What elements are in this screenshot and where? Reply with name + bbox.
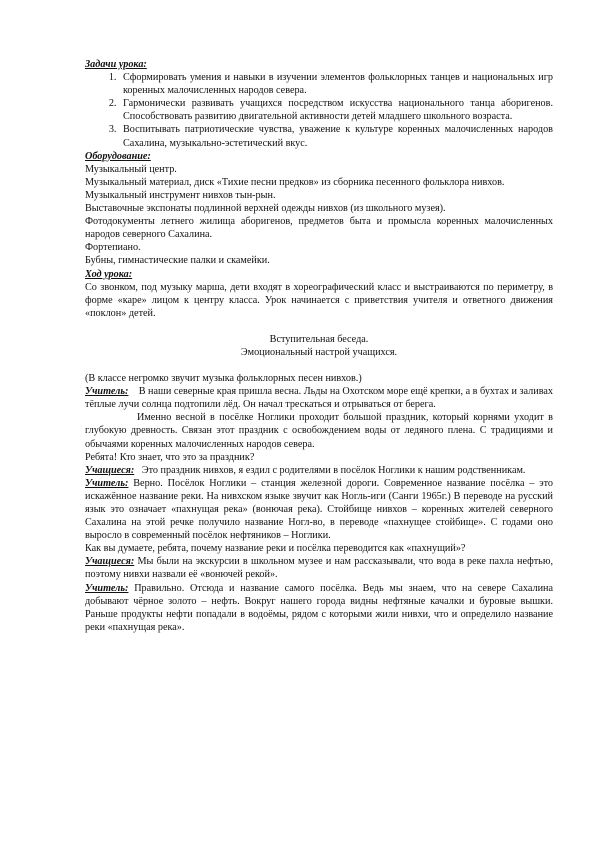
teacher-label: Учитель: [85, 477, 129, 489]
section-title-mood: Эмоциональный настрой учащихся. [240, 346, 398, 358]
teacher-line-3 [85, 582, 553, 634]
student-text-1: Это праздник нивхов, я ездил с родителями в посёлок Ноглики к нашим родственникам. [141, 464, 526, 476]
equipment-line-6: Фортепиано. [85, 242, 141, 254]
equipment-line-2: Музыкальный материал, диск «Тихие песни предков» из сборника песенного фольклора нивхов. [85, 176, 505, 188]
music-note: (В классе негромко звучит музыка фольклорных песен нивхов.) [85, 373, 362, 385]
equipment-line-7: Бубны, гимнастические палки и скамейки. [85, 255, 270, 267]
teacher-line-1 [85, 385, 553, 411]
equipment-line-4: Выставочные экспонаты подлинной верхней одежды нивхов (из школьного музея). [85, 203, 446, 215]
student-line-2 [85, 555, 553, 581]
goals-heading: Задачи урока: [85, 59, 147, 70]
equipment-heading: Оборудование: [85, 150, 151, 162]
spacer [85, 359, 553, 372]
course-intro: Со звонком, под музыку марша, дети входят в хореографический класс и выстраиваются по периметру, в форме «каре» лицом к центру класса. Урок начинается с приветствия учителя и ответного движения «поклон» детей. [85, 281, 553, 319]
question-1: Ребята! Кто знает, что это за праздник? [85, 451, 255, 463]
teacher-line-2 [85, 477, 553, 542]
student-label: Учащиеся: [85, 464, 135, 476]
teacher-text-1-cont: Именно весной в посёлке Ноглики проходит большой праздник, который корнями уходит в глубокую древность. Связан этот праздник с освобождением воды от ледяного плена. С традициями и обычаями коренных малочисленных народов севера. [85, 412, 553, 450]
goal-item-3: 3. Воспитывать патриотические чувства, уважение к культуре коренных малочисленных народов Сахалина, музыкально-эстетический вкус. [119, 123, 553, 149]
teacher-text-1: В наши северные края пришла весна. Льды на Охотском море ещё крепки, а в бухтах и заливах тёплые лучи солнца подтопили лёд. Он начал трескаться и отрываться от берега. [85, 386, 553, 411]
student-text-2: Мы были на экскурсии в школьном музее и нам рассказывали, что вода в реке пахла нефтью, поэтому нивхи назвали её «вонючей рекой». [85, 556, 553, 581]
student-line-1 [85, 464, 553, 477]
equipment-line-1: Музыкальный центр. [85, 163, 177, 175]
teacher-label: Учитель: [85, 582, 129, 594]
section-title-intro-talk: Вступительная беседа. [269, 333, 369, 345]
question-2: Как вы думаете, ребята, почему название реки и посёлка переводится как «пахнущий»? [85, 543, 466, 555]
teacher-text-2: Верно. Посёлок Ноглики – станция железной дороги. Современное название посёлка – это искажённое название реки. На нивхском языке звучит как Ногль-иги (Санги 1965г.) В переводе на русский язык это означает «пахнущая река» (вонючая река). Стойбище нивхов – коренных жителей северного Сахалина на этой речке получило название Ногл-во, в переводе «пахнущее стойбище». С годами оно выросло в современный посёлок нефтяников – Ноглики. [85, 477, 554, 542]
student-label: Учащиеся: [85, 556, 135, 568]
goals-list [85, 71, 553, 150]
equipment-line-5: Фотодокументы летнего жилища аборигенов, предметов быта и промысла коренных малочисленных народов северного Сахалина. [85, 216, 553, 241]
teacher-text-3: Правильно. Отсюда и название самого посёлка. Ведь мы знаем, что на севере Сахалина добывают чёрное золото – нефть. Вокруг нашего города видны нефтяные качалки и буровые вышки. Раньше продукты нефти попадали в водоёмы, рядом с которыми жили нивхи, что и определило название реки «пахнущая река». [85, 582, 553, 633]
goal-item-1: 1. Сформировать умения и навыки в изучении элементов фольклорных танцев и национальных игр коренных малочисленных народов севера. [119, 71, 553, 97]
document-page [85, 58, 553, 634]
teacher-label: Учитель: [85, 386, 129, 398]
equipment-line-3: Музыкальный инструмент нивхов тын-рын. [85, 189, 276, 201]
course-heading: Ход урока: [85, 268, 133, 280]
spacer [85, 320, 553, 333]
goal-item-2: 2. Гармонически развивать учащихся посредством искусства национального танца аборигенов. Способствовать развитию двигательной активности детей младшего школьного возраста. [119, 97, 553, 123]
